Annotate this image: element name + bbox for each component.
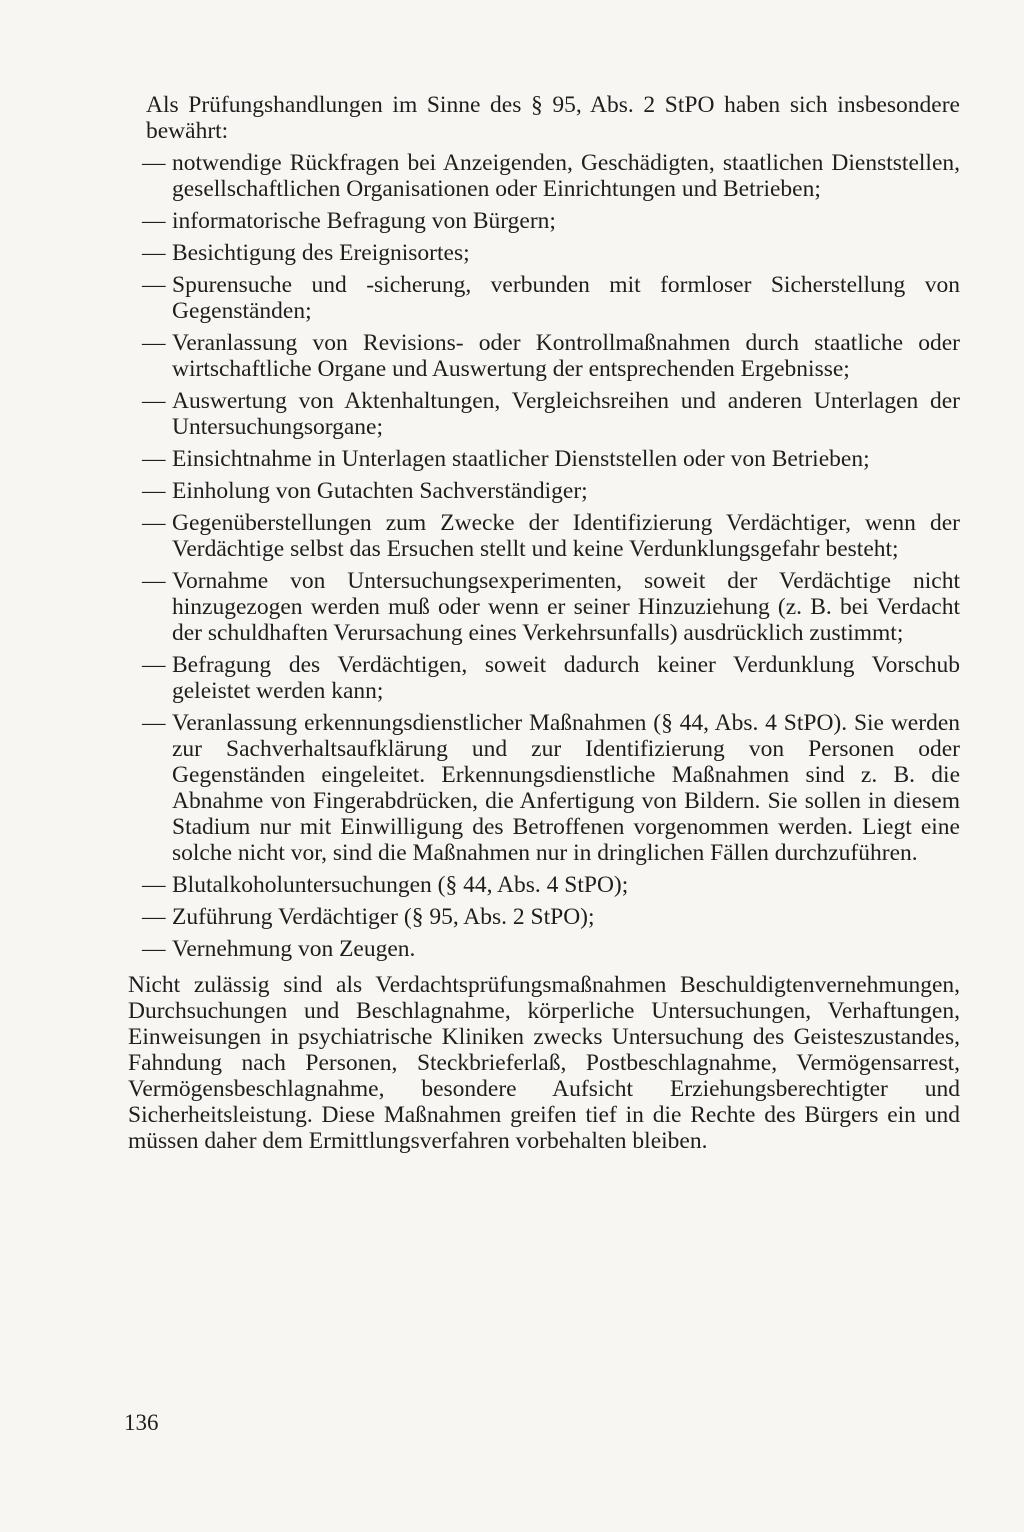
list-item bbox=[128, 446, 960, 472]
dash-marker: — bbox=[142, 330, 166, 356]
list-item bbox=[128, 872, 960, 898]
list-item-text: Besichtigung des Ereignisortes; bbox=[172, 240, 470, 266]
list-item bbox=[128, 208, 960, 234]
dash-marker: — bbox=[142, 388, 166, 414]
list-item-text: Auswertung von Aktenhaltungen, Vergleichsreihen und anderen Unterlagen der Untersuchungsorgane; bbox=[172, 388, 960, 440]
list-item bbox=[128, 272, 960, 324]
dash-marker: — bbox=[142, 208, 166, 234]
dash-marker: — bbox=[142, 904, 166, 930]
list-item-text: Befragung des Verdächtigen, soweit dadurch keiner Verdunklung Vorschub geleistet werden kann; bbox=[172, 652, 960, 704]
intro-paragraph: Als Prüfungshandlungen im Sinne des § 95, Abs. 2 StPO haben sich insbesondere bewährt: bbox=[146, 92, 960, 144]
page-number: 136 bbox=[124, 1410, 159, 1435]
list-item-text: Vernehmung von Zeugen. bbox=[172, 936, 416, 962]
dash-marker: — bbox=[142, 652, 166, 678]
list-item-text: Gegenüberstellungen zum Zwecke der Identifizierung Verdächtiger, wenn der Verdächtige selbst das Ersuchen stellt und keine Verdunklungsgefahr besteht; bbox=[172, 510, 960, 562]
list-item bbox=[128, 710, 960, 866]
page-body bbox=[128, 92, 960, 1154]
dash-marker: — bbox=[142, 272, 166, 298]
dash-marker: — bbox=[142, 568, 166, 594]
dash-marker: — bbox=[142, 936, 166, 962]
list-item bbox=[128, 936, 960, 962]
dash-marker: — bbox=[142, 446, 166, 472]
list-item bbox=[128, 240, 960, 266]
list-item bbox=[128, 150, 960, 202]
list-item-text: informatorische Befragung von Bürgern; bbox=[172, 208, 556, 234]
dash-marker: — bbox=[142, 150, 166, 176]
dash-marker: — bbox=[142, 478, 166, 504]
dash-marker: — bbox=[142, 240, 166, 266]
dash-marker: — bbox=[142, 710, 166, 736]
list-item-text: Einsichtnahme in Unterlagen staatlicher Dienststellen oder von Betrieben; bbox=[172, 446, 870, 472]
list-item bbox=[128, 510, 960, 562]
list-item bbox=[128, 330, 960, 382]
list-item-text: notwendige Rückfragen bei Anzeigenden, Geschädigten, staatlichen Dienststellen, gesellschaftlichen Organisationen oder Einrichtungen und Betrieben; bbox=[172, 150, 960, 202]
list-item bbox=[128, 568, 960, 646]
dash-marker: — bbox=[142, 510, 166, 536]
list-item-text: Einholung von Gutachten Sachverständiger; bbox=[172, 478, 588, 504]
list-item bbox=[128, 388, 960, 440]
list-item-text: Spurensuche und -sicherung, verbunden mit formloser Sicherstellung von Gegenständen; bbox=[172, 272, 960, 324]
list-item-text: Veranlassung von Revisions- oder Kontrollmaßnahmen durch staatliche oder wirtschaftliche Organe und Auswertung der entsprechenden Ergebnisse; bbox=[172, 330, 960, 382]
list-item-text: Vornahme von Untersuchungsexperimenten, soweit der Verdächtige nicht hinzugezogen werden muß oder wenn er seiner Hinzuziehung (z. B. bei Verdacht der schuldhaften Verursachung eines Verkehrsunfalls) ausdrücklich zustimmt; bbox=[172, 568, 960, 646]
dash-marker: — bbox=[142, 872, 166, 898]
list-item-text: Blutalkoholuntersuchungen (§ 44, Abs. 4 StPO); bbox=[172, 872, 629, 898]
list-item-text: Veranlassung erkennungsdienstlicher Maßnahmen (§ 44, Abs. 4 StPO). Sie werden zur Sachverhaltsaufklärung und zur Identifizierung von Personen oder Gegenständen eingeleitet. Erkennungsdienstliche Maßnahmen sind z. B. die Abnahme von Fingerabdrücken, die Anfertigung von Bildern. Sie sollen in diesem Stadium nur mit Einwilligung des Betroffenen vorgenommen werden. Liegt eine solche nicht vor, sind die Maßnahmen nur in dringlichen Fällen durchzuführen. bbox=[172, 710, 960, 866]
closing-paragraph: Nicht zulässig sind als Verdachtsprüfungsmaßnahmen Beschuldigtenvernehmungen, Durchsuchungen und Beschlagnahme, körperliche Untersuchungen, Verhaftungen, Einweisungen in psychiatrische Kliniken zwecks Untersuchung des Geisteszustandes, Fahndung nach Personen, Steckbrieferlaß, Postbeschlagnahme, Vermögensarrest, Vermögensbeschlagnahme, besondere Aufsicht Erziehungsberechtigter und Sicherheitsleistung. Diese Maßnahmen greifen tief in die Rechte des Bürgers ein und müssen daher dem Ermittlungsverfahren vorbehalten bleiben. bbox=[128, 972, 960, 1154]
measures-list bbox=[128, 150, 960, 962]
list-item bbox=[128, 478, 960, 504]
list-item-text: Zuführung Verdächtiger (§ 95, Abs. 2 StPO); bbox=[172, 904, 595, 930]
list-item bbox=[128, 652, 960, 704]
list-item bbox=[128, 904, 960, 930]
